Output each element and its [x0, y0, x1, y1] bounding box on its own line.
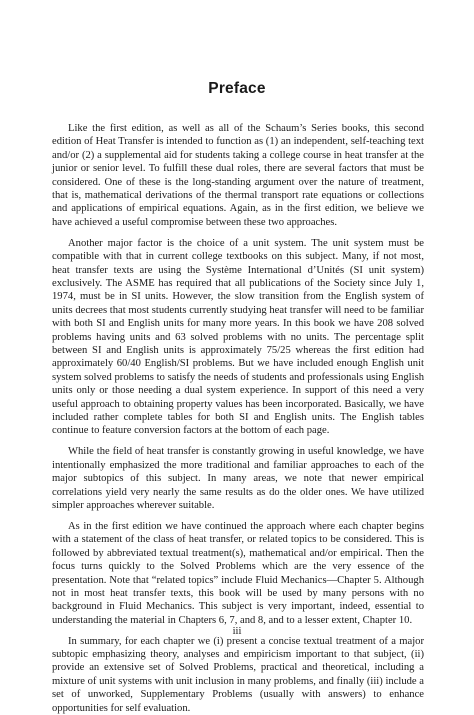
- page-number: iii: [232, 626, 242, 637]
- page-title: Preface: [208, 80, 266, 97]
- paragraph: As in the first edition we have continued the approach where each chapter begins with a statement of the class of heat transfer, or related topics to be considered. This is followed by abbreviated textual treatment(s), mathematical and/or empirical. Then the focus turns quickly to the Solved Problems which are the very essence of the presentation. Note that “related topics” include Fluid Mechanics—Chapter 5. Although not in most heat transfer texts, this book will be used by many persons with no background in Fluid Mechanics. This subject is very important, indeed, essential to understanding the material in Chapters 6, 7, and 8, and to a lesser extent, Chapter 10.: [52, 520, 424, 626]
- paragraph: While the field of heat transfer is constantly growing in useful knowledge, we have intentionally emphasized the more traditional and familiar approaches to each of the major subtopics of this subject. In many areas, we note that newer empirical correlations yield very nearly the same results as do the older ones. We have utilized simpler approaches wherever suitable.: [52, 446, 424, 511]
- paragraph: Another major factor is the choice of a unit system. The unit system must be compatible with that in current college textbooks on this subject. Many, if not most, heat transfer texts are using the Système International d’Unités (SI unit system) exclusively. The ASME has required that all publications of the Society since July 1, 1974, must be in SI units. However, the slow transition from the English system of units decrees that most students currently studying heat transfer will need to be familiar with both SI and English units for many more years. In this book we have 208 solved problems having units and 63 solved problems with no units. The percentage split between SI and English units is approximately 75/25 whereas the first edition had approximately 60/40 English/SI problems. But we have included enough English unit system solved problems to satisfy the needs of students and professionals using English units only or those needing a dual system experience. In support of this need a very useful approach to obtaining property values has been incorporated. Basically, we have included rather complete tables for both SI and English units. The English tables continue to feature conversion factors at the bottom of each page.: [52, 237, 424, 437]
- paragraph: Like the first edition, as well as all of the Schaum’s Series books, this second edition of Heat Transfer is intended to function as (1) an independent, self-teaching text and/or (2) a supplemental aid for students taking a college course in heat transfer at the junior or senior level. To fulfill these dual roles, there are several factors that must be considered. One of these is the long-standing argument over the nature of treatment, that is, mathematical derivations of the thermal transport rate equations or collections and applications of empirical equations. Again, as in the first edition, we believe we have achieved a useful compromise between these two approaches.: [52, 123, 424, 228]
- paragraph: In summary, for each chapter we (i) present a concise textual treatment of a major subtopic emphasizing theory, analyses and empiricism important to that subject, (ii) provide an extensive set of Solved Problems, practical and theoretical, including a mixture of unit systems with unit inclusion in many problems, and finally (iii) include a set of unworked, Supplementary Problems (usually with answers) to enhance opportunities for self evaluation.: [52, 635, 424, 714]
